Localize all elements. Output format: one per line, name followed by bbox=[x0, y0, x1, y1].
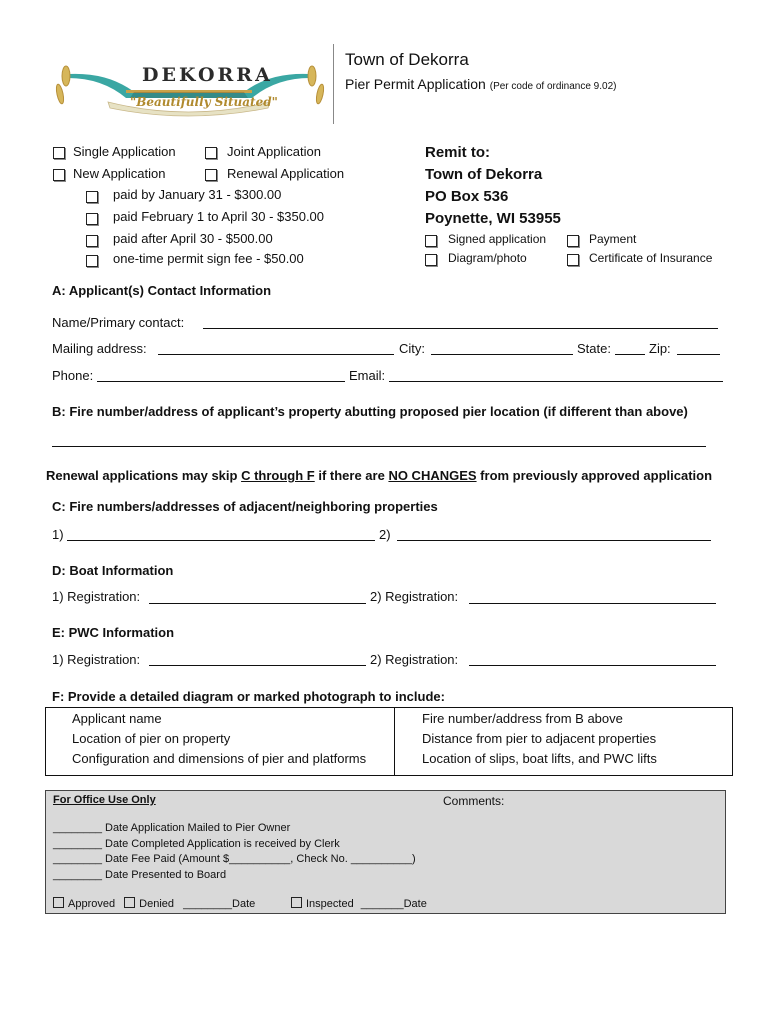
pwc-reg-2-label: 2) Registration: bbox=[370, 652, 459, 667]
denied-checkbox[interactable] bbox=[124, 897, 135, 908]
section-a-heading: A: Applicant(s) Contact Information bbox=[52, 283, 272, 298]
joint-application-label: Joint Application bbox=[227, 144, 321, 159]
pwc-reg-2-field[interactable] bbox=[469, 665, 716, 666]
pwc-reg-1-field[interactable] bbox=[149, 665, 366, 666]
state-label: State: bbox=[577, 341, 611, 356]
single-application-label: Single Application bbox=[73, 144, 176, 159]
section-e-heading: E: PWC Information bbox=[52, 625, 175, 640]
renewal-note-no-changes: NO CHANGES bbox=[388, 468, 477, 483]
section-d-heading: D: Boat Information bbox=[52, 563, 174, 578]
fee-jan31-checkbox[interactable] bbox=[86, 191, 98, 203]
name-field[interactable] bbox=[203, 328, 718, 329]
phone-field[interactable] bbox=[97, 381, 345, 382]
inspection-row bbox=[291, 897, 427, 910]
new-application-label: New Application bbox=[73, 166, 166, 181]
table-row bbox=[46, 711, 732, 731]
office-use-title: For Office Use Only bbox=[53, 794, 156, 806]
table-cell: Distance from pier to adjacent properties bbox=[422, 731, 657, 746]
signed-application-label: Signed application bbox=[448, 232, 547, 246]
remit-po-box: PO Box 536 bbox=[425, 188, 509, 205]
single-application-checkbox[interactable] bbox=[53, 147, 65, 159]
pwc-reg-1-label: 1) Registration: bbox=[52, 652, 141, 667]
boat-reg-1-label: 1) Registration: bbox=[52, 589, 141, 604]
renewal-application-checkbox[interactable] bbox=[205, 169, 217, 181]
zip-label: Zip: bbox=[649, 341, 671, 356]
payment-label: Payment bbox=[589, 232, 637, 246]
office-line-board: ________ Date Presented to Board bbox=[53, 869, 227, 881]
approved-label: Approved bbox=[68, 898, 116, 910]
approved-checkbox[interactable] bbox=[53, 897, 64, 908]
renewal-note-text-2: if there are bbox=[314, 468, 389, 483]
boat-reg-1-field[interactable] bbox=[149, 603, 366, 604]
table-cell: Configuration and dimensions of pier and platforms bbox=[72, 751, 367, 766]
zip-field[interactable] bbox=[677, 354, 720, 355]
section-b-heading: B: Fire number/address of applicant’s property abutting proposed pier location (if different than above) bbox=[52, 404, 688, 419]
fee-after-apr-label: paid after April 30 - $500.00 bbox=[113, 231, 273, 246]
adjacent-2-label: 2) bbox=[379, 527, 391, 542]
logo-text: DEKORRA bbox=[142, 64, 273, 86]
office-line-mailed: ________ Date Application Mailed to Pier Owner bbox=[53, 822, 291, 834]
signed-application-checkbox[interactable] bbox=[425, 235, 437, 247]
fee-jan31-label: paid by January 31 - $300.00 bbox=[113, 187, 282, 202]
fee-feb-apr-checkbox[interactable] bbox=[86, 213, 98, 225]
email-label: Email: bbox=[349, 368, 386, 383]
diagram-photo-label: Diagram/photo bbox=[448, 251, 527, 265]
page-subtitle bbox=[345, 76, 616, 92]
sign-fee-label: one-time permit sign fee - $50.00 bbox=[113, 251, 304, 266]
fee-feb-apr-label: paid February 1 to April 30 - $350.00 bbox=[113, 209, 325, 224]
section-b-field[interactable] bbox=[52, 446, 706, 447]
subtitle-text: Pier Permit Application bbox=[345, 76, 486, 92]
table-cell: Applicant name bbox=[72, 711, 162, 726]
office-line-received: ________ Date Completed Application is received by Clerk bbox=[53, 838, 340, 850]
remit-city: Poynette, WI 53955 bbox=[425, 210, 561, 227]
adjacent-1-label: 1) bbox=[52, 527, 64, 542]
table-row bbox=[46, 731, 732, 751]
new-application-checkbox[interactable] bbox=[53, 169, 65, 181]
joint-application-checkbox[interactable] bbox=[205, 147, 217, 159]
table-cell: Fire number/address from B above bbox=[422, 711, 623, 726]
approval-date: ________Date bbox=[183, 898, 256, 910]
renewal-note-text-3: from previously approved application bbox=[476, 468, 713, 483]
remit-label: Remit to: bbox=[425, 144, 490, 161]
city-label: City: bbox=[399, 341, 425, 356]
sign-fee-checkbox[interactable] bbox=[86, 255, 98, 267]
city-field[interactable] bbox=[431, 354, 573, 355]
insurance-label: Certificate of Insurance bbox=[589, 251, 713, 265]
remit-town: Town of Dekorra bbox=[425, 166, 543, 183]
inspected-label: Inspected bbox=[306, 898, 354, 910]
comments-label: Comments: bbox=[443, 794, 505, 808]
table-cell: Location of slips, boat lifts, and PWC lifts bbox=[422, 751, 657, 766]
page-title: Town of Dekorra bbox=[345, 50, 469, 69]
renewal-application-label: Renewal Application bbox=[227, 166, 345, 181]
inspected-checkbox[interactable] bbox=[291, 897, 302, 908]
payment-checkbox[interactable] bbox=[567, 235, 579, 247]
approval-row bbox=[53, 897, 255, 910]
state-field[interactable] bbox=[615, 354, 645, 355]
denied-label: Denied bbox=[139, 898, 175, 910]
office-use-box bbox=[45, 790, 726, 914]
section-f-heading: F: Provide a detailed diagram or marked photograph to include: bbox=[52, 689, 445, 704]
renewal-note bbox=[46, 468, 712, 483]
header-divider bbox=[333, 44, 334, 124]
table-row bbox=[46, 751, 732, 771]
inspection-date: _______Date bbox=[360, 898, 427, 910]
logo-tagline: "Beautifully Situated" bbox=[130, 95, 278, 109]
office-line-fee: ________ Date Fee Paid (Amount $__________, Check No. __________) bbox=[53, 853, 416, 865]
mailing-label: Mailing address: bbox=[52, 341, 147, 356]
email-field[interactable] bbox=[389, 381, 723, 382]
renewal-note-text-1: Renewal applications may skip bbox=[46, 468, 242, 483]
table-cell: Location of pier on property bbox=[72, 731, 231, 746]
fee-after-apr-checkbox[interactable] bbox=[86, 235, 98, 247]
diagram-photo-checkbox[interactable] bbox=[425, 254, 437, 266]
adjacent-1-field[interactable] bbox=[67, 540, 375, 541]
renewal-note-sections: C through F bbox=[241, 468, 315, 483]
subtitle-note: (Per code of ordinance 9.02) bbox=[489, 81, 617, 92]
name-label: Name/Primary contact: bbox=[52, 315, 185, 330]
town-logo bbox=[48, 52, 330, 118]
adjacent-2-field[interactable] bbox=[397, 540, 711, 541]
boat-reg-2-field[interactable] bbox=[469, 603, 716, 604]
diagram-requirements-table bbox=[45, 707, 733, 776]
mailing-field[interactable] bbox=[158, 354, 394, 355]
insurance-checkbox[interactable] bbox=[567, 254, 579, 266]
section-c-heading: C: Fire numbers/addresses of adjacent/neighboring properties bbox=[52, 499, 438, 514]
boat-reg-2-label: 2) Registration: bbox=[370, 589, 459, 604]
phone-label: Phone: bbox=[52, 368, 94, 383]
